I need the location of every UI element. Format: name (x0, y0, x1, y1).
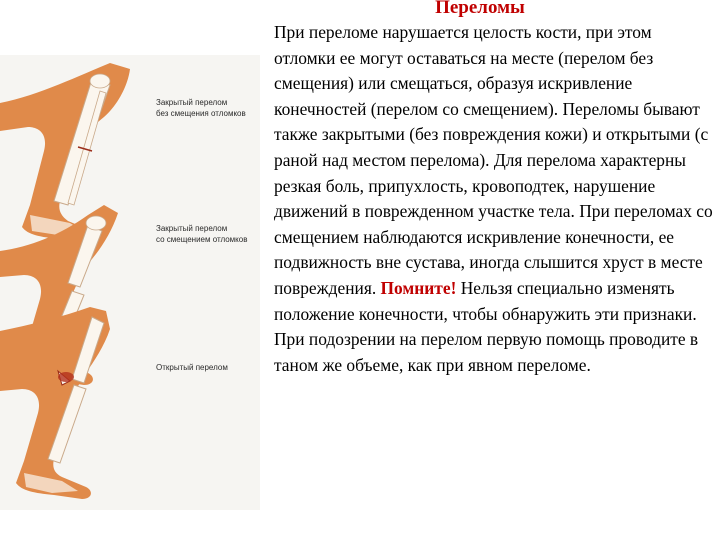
body-text (268, 20, 713, 378)
label-line: со смещением отломков (156, 235, 248, 244)
label-closed-with-displacement (156, 223, 247, 245)
warning-text: Нельзя специально изменять положение конечности, чтобы обнаружить эти признаки. При подозрении на перелом первую помощь проводите в таном же объеме, как при явном переломе. (274, 277, 699, 375)
label-line: Закрытый перелом (156, 98, 228, 107)
intro-text: При переломе нарушается целость кости, при этом отломки ее могут оставаться на месте (перелом без смещения) или смещаться, образуя искривление конечностей (перелом со смещением). Переломы бывают также закрытыми (без повреждения кожи) и открытыми (с раной над местом перелома). Для перелома характерны резкая боль, припухлость, кровоподтек, нарушение движений в поврежденном участке тела. При переломах со смещением наблюдаются искривление конечности, ее подвижность вне сустава, иногда слышится хруст в месте повреждения. (274, 22, 713, 298)
fracture-legs-drawing (0, 55, 260, 510)
slide-title: Переломы (435, 0, 525, 18)
label-line: Открытый перелом (156, 363, 228, 372)
intro-paragraph (268, 20, 713, 378)
leg-open-fracture (0, 307, 110, 499)
fracture-illustration (0, 55, 260, 510)
label-line: Закрытый перелом (156, 224, 228, 233)
label-line: без смещения отломков (156, 109, 246, 118)
warning-label: Помните! (380, 277, 457, 298)
label-closed-no-displacement (156, 97, 246, 119)
label-open-fracture (156, 362, 228, 373)
